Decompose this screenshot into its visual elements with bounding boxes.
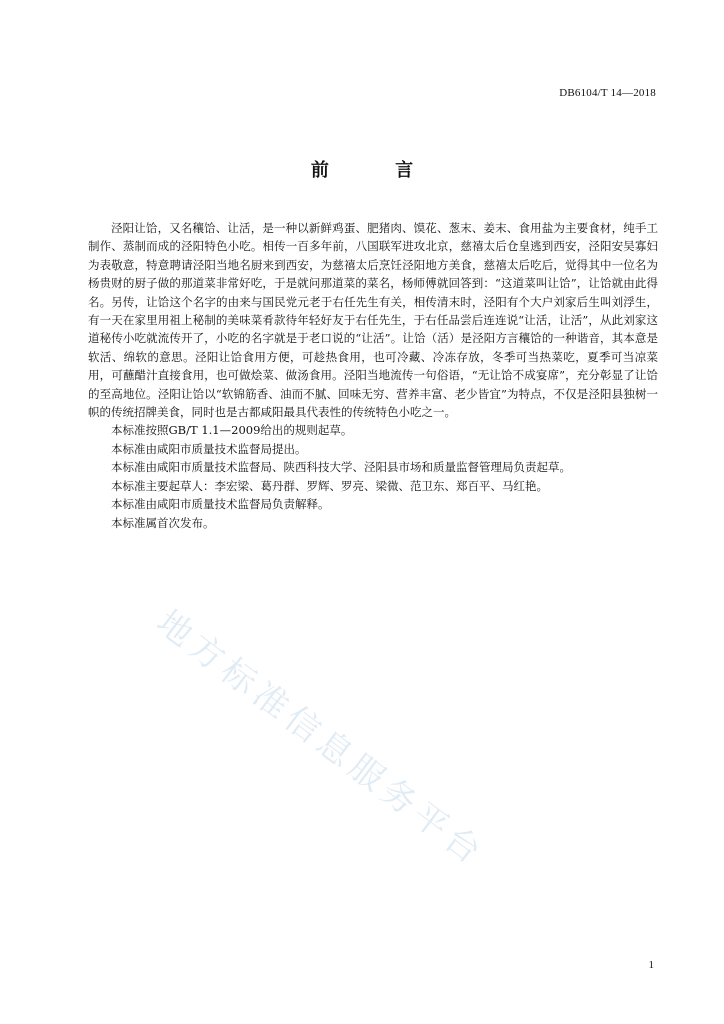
foreword-paragraph-drafting-units: 本标准由咸阳市质量技术监督局、陕西科技大学、泾阳县市场和质量监督管理局负责起草。 [111,460,571,475]
foreword-paragraph-first-release: 本标准属首次发布。 [111,515,215,530]
foreword-paragraph-history: 泾阳让饸，又名穰饸、让活，是一种以新鲜鸡蛋、肥猪肉、馍花、葱末、姜末、食用盐为主要食材，纯手工制作、蒸制而成的泾阳特色小吃。相传一百多年前，八国联军进攻北京，慈禧太后仓皇逃到西安，泾阳安吴寡妇为表敬意，特意聘请泾阳当地名厨来到西安，为慈禧太后烹饪泾阳地方美食，慈禧太后吃后，觉得其中一位名为杨贵财的厨子做的那道菜非常好吃，于是就问那道菜的菜名，杨师傅就回答到：“这道菜叫让饸”，让饸就由此得名。另传，让饸这个名字的由来与国民党元老于右任先生有关，相传清末时，泾阳有个大户刘家后生叫刘浮生，有一天在家里用祖上秘制的美味菜肴款待年轻好友于右任先生，于右任品尝后连连说“让活，让活”，从此刘家这道秘传小吃就流传开了，小吃的名字就是于老口说的“让活”。让饸（活）是泾阳方言穰饸的一种谐音，其本意是软活、绵软的意思。泾阳让饸食用方便，可趁热食用，也可冷藏、冷冻存放，冬季可当热菜吃，夏季可当凉菜用，可蘸醋汁直接食用，也可做烩菜、做汤食用。泾阳当地流传一句俗语，“无让饸不成宴席”，充分彰显了让饸的至高地位。泾阳让饸以“软锦筋香、油而不腻、回味无穷、营养丰富、老少皆宜”为特点，不仅是泾阳县独树一帜的传统招牌美食，同时也是古都咸阳最具代表性的传统特色小吃之一。 [88,221,658,420]
foreword-paragraph-interpretation: 本标准由咸阳市质量技术监督局负责解释。 [111,497,330,512]
watermark: 地方标准信息服务平台 [149,602,493,876]
foreword-body [88,219,658,532]
foreword-paragraph-proposer: 本标准由咸阳市质量技术监督局提出。 [111,441,307,456]
document-code: DB6104/T 14—2018 [559,87,656,99]
foreword-paragraph-drafting-rules: 本标准按照GB/T 1.1—2009给出的规则起草。 [111,423,353,438]
foreword-paragraph-drafters: 本标准主要起草人：李宏梁、葛丹群、罗辉、罗亮、梁微、范卫东、郑百平、马红艳。 [111,478,548,493]
page-number: 1 [648,959,654,971]
page-title: 前 言 [310,160,444,181]
